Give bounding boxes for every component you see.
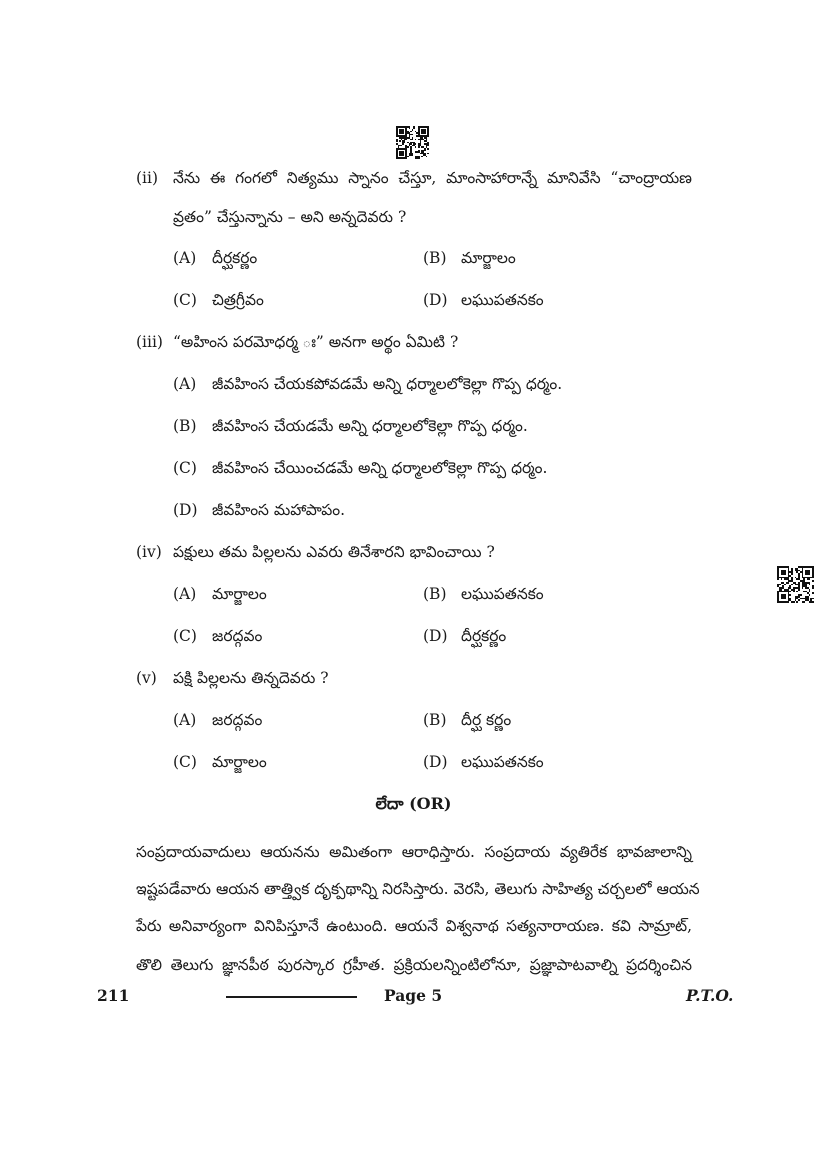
option-text: జరద్గవం: [212, 627, 263, 645]
passage-line: ఇష్టపడేవారు ఆయన తాత్త్విక దృక్పథాన్ని నిరసిస్తారు. వెరసి, తెలుగు సాహిత్య చర్చలలో ఆయన: [136, 880, 700, 898]
question-text-line: వ్రతం” చేస్తున్నాను – అని అన్నదెవరు ?: [173, 208, 407, 226]
option-text: లఘుపతనకం: [461, 291, 544, 309]
question-number: (v): [136, 669, 157, 687]
option-letter: (A): [173, 249, 197, 267]
option-text: మార్జాలం: [461, 249, 516, 267]
option-letter: (B): [423, 249, 447, 267]
option-text: జీవహింస మహాపాపం.: [212, 501, 346, 519]
passage-line: సంప్రదాయవాదులు ఆయనను అమితంగా ఆరాధిస్తారు. సంప్రదాయ వ్యతిరేక భావజాలాన్ని: [136, 843, 692, 861]
paper-code: 211: [97, 986, 130, 1005]
option-letter: (D): [173, 501, 198, 519]
option-letter: (C): [173, 459, 197, 477]
option-text: లఘుపతనకం: [461, 585, 544, 603]
option-text: మార్జాలం: [212, 753, 267, 771]
option-letter: (A): [173, 375, 197, 393]
qr-code-side: [777, 566, 814, 603]
option-text: దీర్ఘకర్ణం: [461, 627, 507, 645]
option-text: జీవహింస చేయించడమే అన్ని ధర్మాలలోకెల్లా గొప్ప ధర్మం.: [212, 459, 548, 477]
option-text: దీర్ఘ కర్ణం: [461, 711, 512, 729]
question-number: (iv): [136, 543, 162, 561]
option-letter: (C): [173, 627, 197, 645]
option-text: లఘుపతనకం: [461, 753, 544, 771]
question-text-line: పక్షి పిల్లలను తిన్నదెవరు ?: [173, 669, 329, 687]
or-heading: లేదా (OR): [375, 794, 452, 813]
option-letter: (D): [423, 291, 448, 309]
option-text: మార్జాలం: [212, 585, 267, 603]
question-text-line: నేను ఈ గంగలో నిత్యము స్నానం చేస్తూ, మాంసాహారాన్నే మానివేసి “చాంద్రాయణ: [173, 169, 692, 187]
option-text: చిత్రగ్రీవం: [212, 291, 264, 309]
option-letter: (C): [173, 291, 197, 309]
option-letter: (D): [423, 753, 448, 771]
option-text: దీర్ఘకర్ణం: [212, 249, 258, 267]
option-letter: (A): [173, 585, 197, 603]
option-text: జీవహింస చేయడమే అన్ని ధర్మాలలోకెల్లా గొప్ప ధర్మం.: [212, 417, 528, 435]
qr-code-top: [396, 126, 429, 159]
option-letter: (B): [173, 417, 197, 435]
question-text-line: “అహింస పరమోధర్మ ః” అనగా అర్థం ఏమిటి ?: [173, 333, 459, 351]
question-text-line: పక్షులు తమ పిల్లలను ఎవరు తినేశారని భావించాయి ?: [173, 543, 495, 561]
option-letter: (A): [173, 711, 197, 729]
option-text: జీవహింస చేయకపోవడమే అన్ని ధర్మాలలోకెల్లా గొప్ప ధర్మం.: [212, 375, 563, 393]
page-number: Page 5: [384, 986, 443, 1005]
footer-rule: [226, 996, 357, 998]
passage-line: తొలి తెలుగు జ్ఞానపీఠ పురస్కార గ్రహీత. ప్రక్రియలన్నింటిలోనూ, ప్రజ్ఞాపాటవాల్ని ప్రదర్శించిన: [136, 956, 692, 974]
option-text: జరద్గవం: [212, 711, 263, 729]
option-letter: (B): [423, 585, 447, 603]
question-number: (ii): [136, 169, 159, 187]
pto-label: P.T.O.: [686, 986, 734, 1005]
question-number: (iii): [136, 333, 163, 351]
passage-line: పేరు అనివార్యంగా వినిపిస్తూనే ఉంటుంది. ఆయనే విశ్వనాథ సత్యనారాయణ. కవి సామ్రాట్,: [136, 917, 692, 935]
option-letter: (D): [423, 627, 448, 645]
option-letter: (B): [423, 711, 447, 729]
option-letter: (C): [173, 753, 197, 771]
